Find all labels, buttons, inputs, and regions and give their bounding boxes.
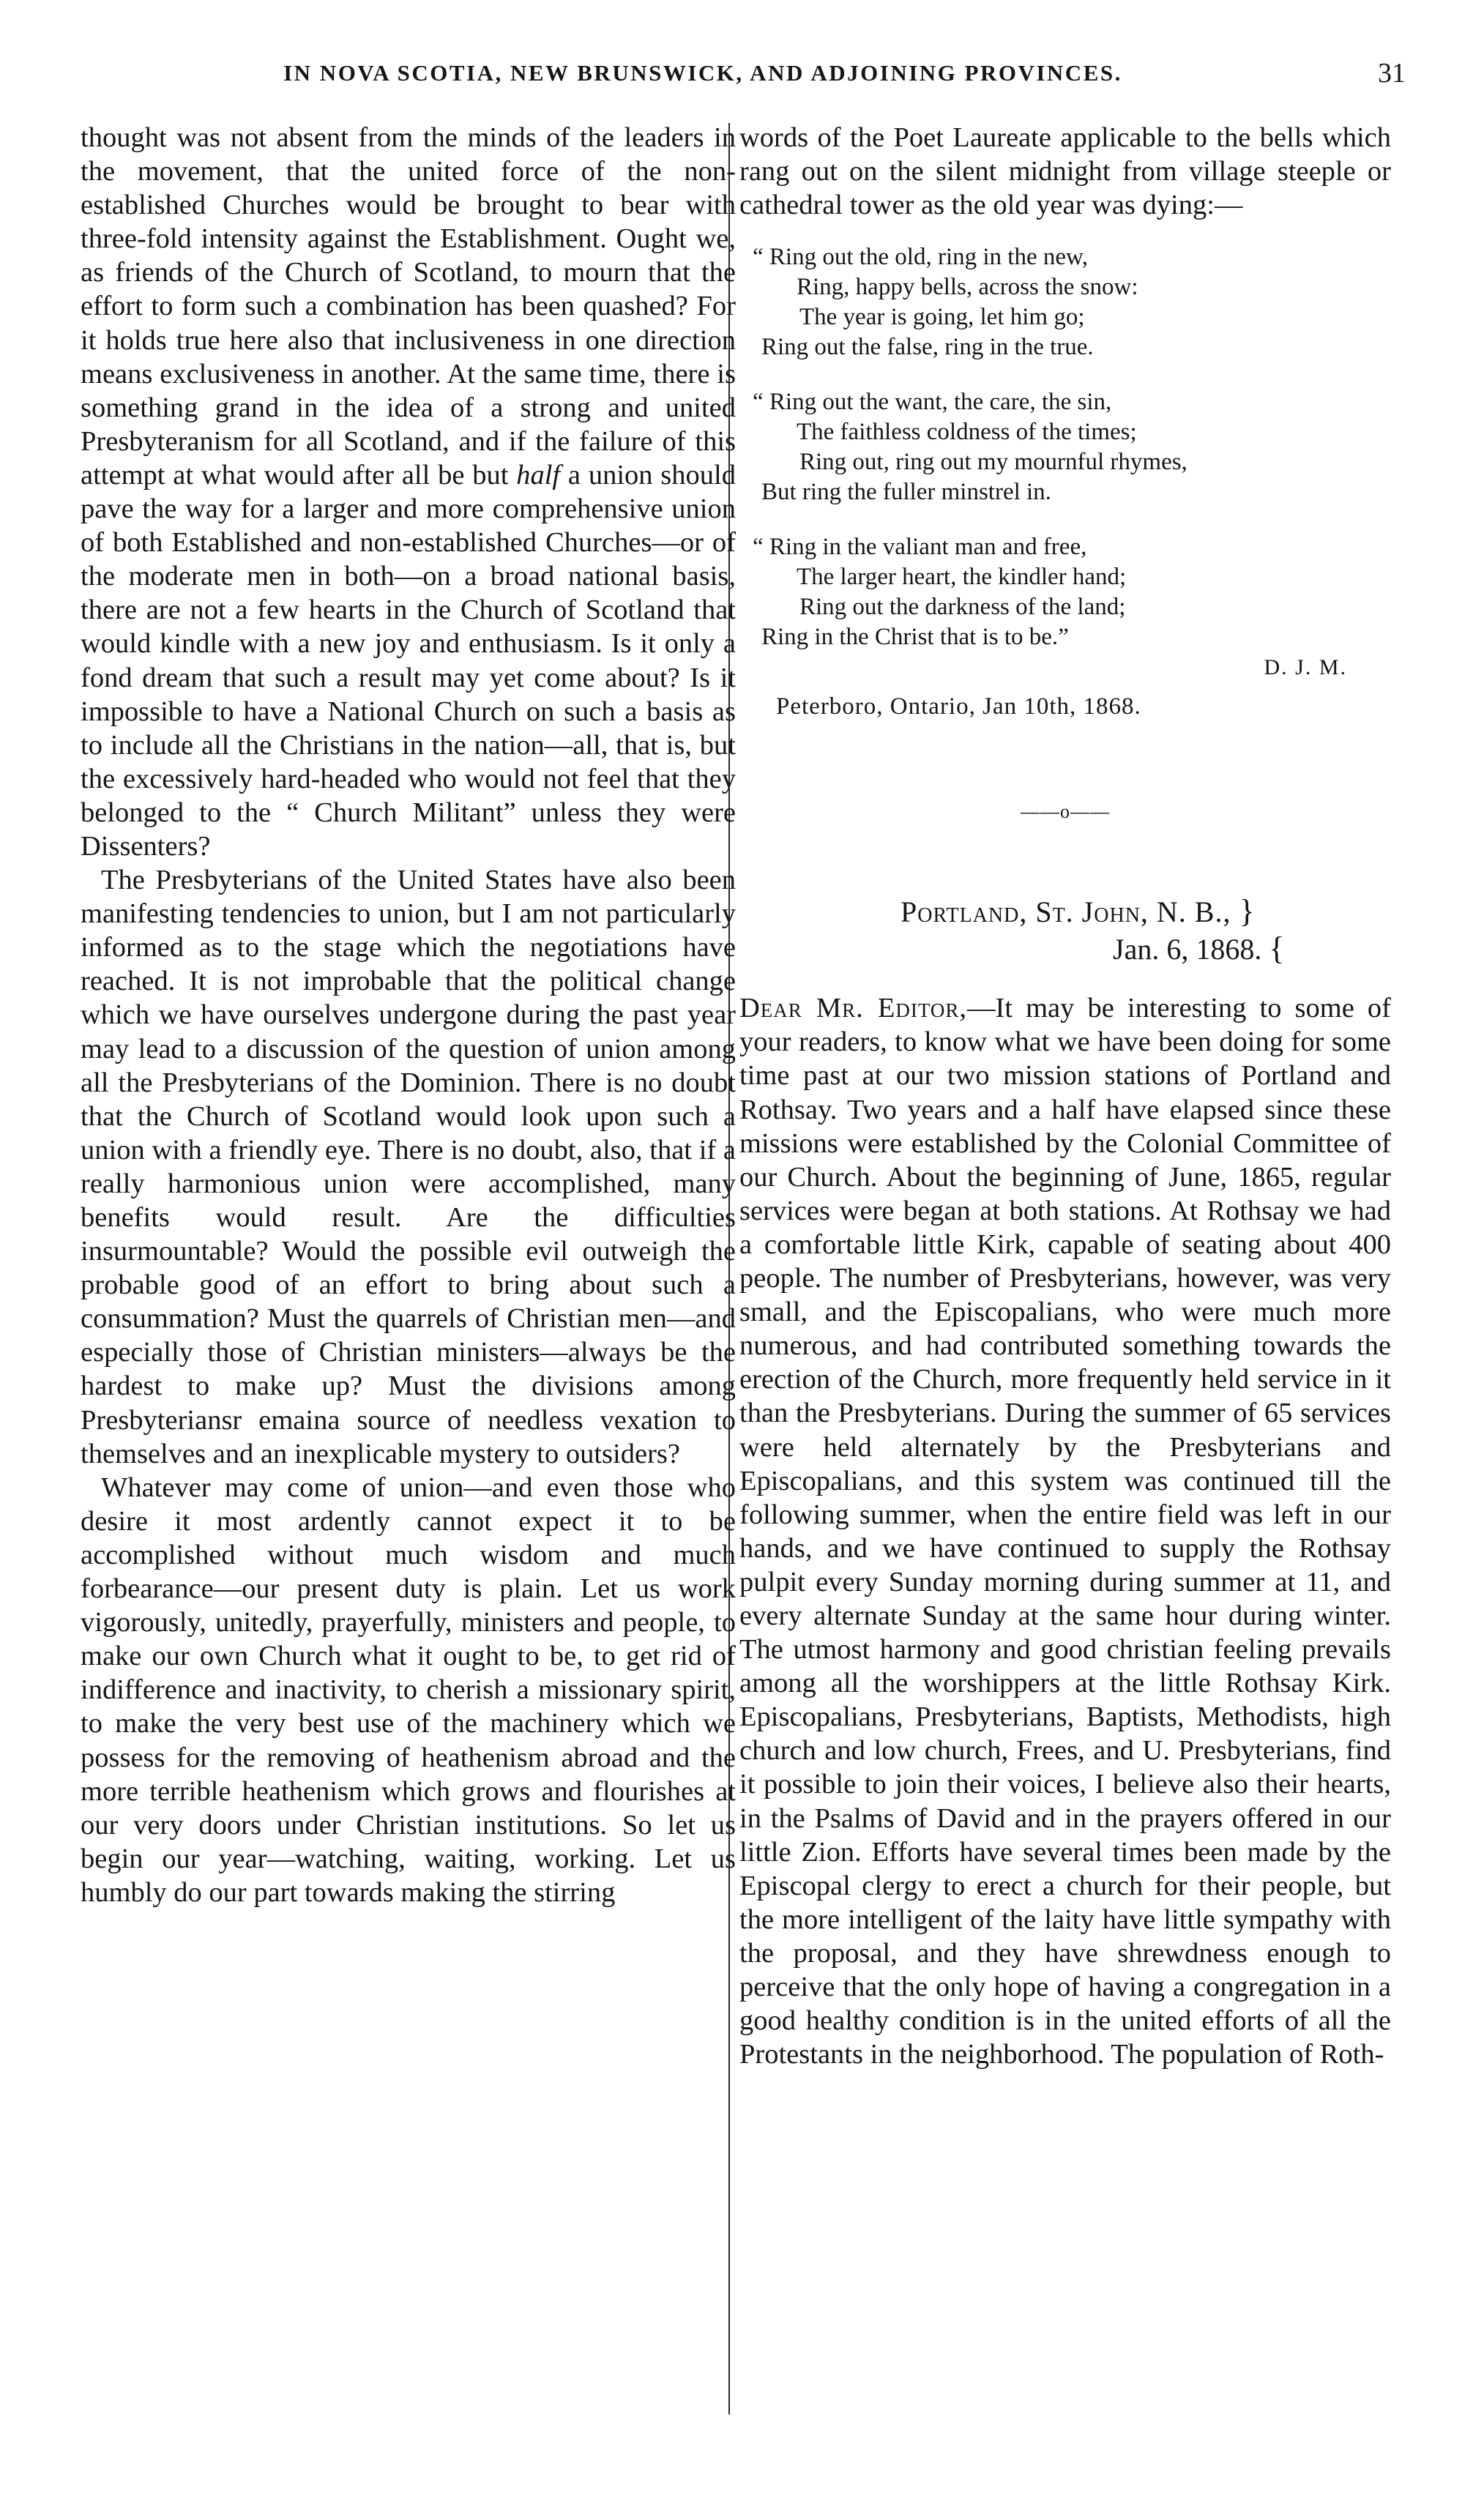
paragraph-text: a union should pave the way for a larger and more comprehensive union of both Established and non-established Churches—or of the moderate men in both—on a broad national basis, there are not a few hearts in the Church of Scotland that would kindle with a new joy and enthusiasm. Is it only a fond dream that such a result may yet come about? Is it impossible to have a National Church on such a basis as to include all the Christians in the nation—all, that is, but the excessively hard-headed who would not feel that they belonged to the “ Church Militant” unless they were Dissenters? — [81, 459, 736, 862]
running-head: IN NOVA SCOTIA, NEW BRUNSWICK, AND ADJOINING PROVINCES. — [283, 60, 1122, 86]
letter-dateline — [739, 893, 1391, 968]
poem-line: The faithless coldness of the times; — [797, 419, 1137, 446]
emphasis-text: half — [516, 459, 561, 491]
poem-line: Ring in the Christ that is to be.” — [761, 624, 1069, 651]
paragraph: Whatever may come of union—and even those who desire it most ardently cannot expect it to be accomplished without much wisdom and much forbearance—our present duty is plain. Let us work vigorously, unitedly, prayerfully, ministers and people, to make our own Church what it ought to be, to get rid of indifference and inactivity, to cherish a missionary spirit, to make the very best use of the machinery which we possess for the removing of heathenism abroad and the more terrible heathenism which grows and flourishes at our very doors under Christian institutions. So let us begin our year—watching, waiting, working. Let us humbly do our part towards making the stirring — [81, 1472, 736, 1908]
brace-glyph: { — [1269, 931, 1285, 967]
signature: D. J. M. — [1264, 655, 1347, 680]
paragraph: words of the Poet Laureate applicable to the bells which rang out on the silent midnight from village steeple or cathedral tower as the old year was dying:— — [739, 122, 1391, 221]
poem-line: “ Ring out the old, ring in the new, — [753, 244, 1088, 271]
poem-stanza — [739, 532, 1391, 652]
dateline-date — [739, 931, 1391, 968]
paragraph: The Presbyterians of the United States have also been manifesting tendencies to union, but I am not particularly informed as to the stage which the negotiations have reached. It is not improbable that the political change which we have ourselves undergone during the past year may lead to a discussion of the question of union among all the Presbyterians of the Dominion. There is no doubt that the Church of Scotland would look upon such a union with a friendly eye. There is no doubt, also, that if a really harmonious union were accomplished, many benefits would result. Are the difficulties insurmountable? Would the possible evil outweigh the probable good of an effort to bring about such a consummation? Must the quarrels of Christian men—and especially those of Christian ministers—always be the hardest to make up? Must the divisions among Presbyteriansr emaina source of needless vexation to themselves and an inexplicable mystery to outsiders? — [81, 865, 736, 1469]
section-divider: ——o—— — [1021, 801, 1110, 823]
poem-stanza — [739, 387, 1391, 507]
poem-line: “ Ring out the want, the care, the sin, — [753, 389, 1112, 416]
paragraph — [81, 121, 736, 863]
poem-line: “ Ring in the valiant man and free, — [753, 534, 1087, 561]
poem-stanza — [739, 242, 1391, 362]
poem-line: Ring out the darkness of the land; — [799, 594, 1126, 621]
salutation: Dear Mr. Editor, — [739, 993, 967, 1024]
brace-glyph: } — [1239, 893, 1256, 930]
page-number: 31 — [1378, 58, 1406, 89]
page-header — [81, 57, 1406, 108]
right-column — [739, 121, 1391, 2071]
poem-line: Ring out the false, ring in the true. — [761, 334, 1094, 361]
poem-line: But ring the fuller minstrel in. — [761, 479, 1051, 506]
poem-line: Ring, happy bells, across the snow: — [797, 274, 1138, 301]
letter-text: —It may be interesting to some of your readers, to know what we have been doing for some time past at our two mission stations of Portland and Rothsay. Two years and a half have elapsed since these missions were established by the Colonial Committee of our Church. About the beginning of June, 1865, regular services were began at both stations. At Rothsay we had a comfortable little Kirk, capable of seating about 400 people. The number of Presbyterians, however, was very small, and the Episcopalians, who were much more numerous, and had contributed something towards the erection of the Church, more frequently held service in it than the Presbyterians. During the summer of 65 services were held alternately by the Presbyterians and Episcopalians, and this system was continued till the following summer, when the entire field was left in our hands, and we have continued to supply the Rothsay pulpit every Sunday morning during summer at 11, and every alternate Sunday at the same hour during winter. The utmost harmony and good christian feeling prevails among all the worshippers at the little Rothsay Kirk. Episcopalians, Presbyterians, Baptists, Methodists, high church and low church, Frees, and U. Presbyterians, find it possible to join their voices, I believe also their hearts, in the Psalms of David and in the prayers offered in our little Zion. Efforts have several times been made by the Episcopal clergy to erect a church for their people, but the more intelligent of the laity have little sympathy with the proposal, and they have shrewdness enough to perceive that the only hope of having a congregation in a good healthy condition is in the united efforts of all the Protestants in the neighborhood. The population of Roth- — [739, 993, 1391, 2070]
place-date: Peterboro, Ontario, Jan 10th, 1868. — [776, 693, 1141, 720]
dateline-place — [739, 893, 1391, 931]
dateline-date-text: Jan. 6, 1868. — [1113, 933, 1262, 966]
poem-line: The larger heart, the kindler hand; — [797, 564, 1127, 591]
dateline-place-text: Portland, St. John, N. B., — [901, 895, 1231, 929]
poem-line: The year is going, let him go; — [799, 304, 1085, 331]
letter-paragraph — [739, 991, 1391, 2071]
poem — [739, 242, 1391, 652]
left-column — [81, 121, 736, 1909]
paragraph-text: thought was not absent from the minds of the leaders in the movement, that the united force of the non-established Churches would be brought to bear with three-fold intensity against the Establishment. Ought we, as friends of the Church of Scotland, to mourn that the effort to form such a combination has been quashed? For it holds true here also that inclusiveness in one direction means exclusiveness in another. At the same time, there is something grand in the idea of a strong and united Presbyteranism for all Scotland, and if the failure of this attempt at what would after all be but — [81, 122, 736, 491]
poem-line: Ring out, ring out my mournful rhymes, — [799, 449, 1187, 476]
